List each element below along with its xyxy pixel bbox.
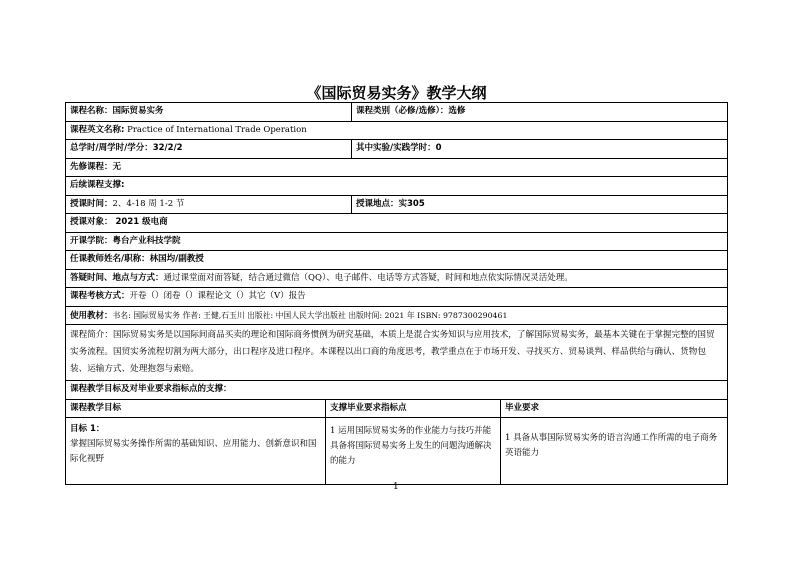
row-textbook bbox=[66, 306, 727, 325]
label: 总学时/周学时/学分： bbox=[70, 143, 153, 153]
label: 课程英文名称: bbox=[70, 124, 125, 135]
college: 粤台产业科技学院 bbox=[112, 235, 181, 246]
class-place: 实305 bbox=[398, 198, 425, 209]
row-prereq bbox=[66, 158, 727, 177]
label: 课程名称： bbox=[70, 106, 113, 116]
column-header: 支撑毕业要求指标点 bbox=[326, 400, 501, 418]
row-audience bbox=[66, 213, 727, 232]
goal-title: 目标 1： bbox=[70, 424, 105, 434]
row-assessment bbox=[66, 287, 727, 306]
column-header: 课程教学目标 bbox=[66, 400, 326, 418]
objectives-heading: 课程教学目标及对毕业要求指标点的支撑： bbox=[70, 384, 232, 394]
column-header: 毕业要求 bbox=[505, 402, 540, 413]
class-time: 2、4-18 周 1-2 节 bbox=[112, 198, 185, 209]
course-name: 国际贸易实务 bbox=[112, 106, 164, 116]
label: 开课学院： bbox=[70, 235, 113, 246]
objective-row bbox=[66, 417, 727, 484]
qa: 通过课堂面对面答疑，结合通过微信（QQ）、电子邮件、电话等方式答疑，时间和地点依实际情况灵活处理。 bbox=[163, 272, 573, 283]
objectives-header-row bbox=[66, 399, 727, 418]
row-time-place bbox=[66, 195, 727, 214]
assessment: 开卷（）闭卷（）课程论文（）其它（V）报告 bbox=[129, 291, 306, 301]
label: 授课时间： bbox=[70, 198, 113, 209]
textbook: 书名: 国际贸易实务 作者: 王健,石玉川 出版社: 中国人民大学出版社 出版时间: 2021 年 ISBN: 9787300290461 bbox=[112, 310, 508, 320]
label: 任课教师姓名/职称： bbox=[70, 254, 150, 264]
label: 使用教材： bbox=[70, 310, 113, 321]
lab-hours: 0 bbox=[435, 143, 442, 153]
syllabus-table bbox=[65, 102, 728, 485]
label: 先修课程： bbox=[70, 161, 113, 172]
hours: 32/2/2 bbox=[152, 143, 183, 153]
row-qa bbox=[66, 269, 727, 288]
goal-requirement: 1 具备从事国际贸易实务的语言沟通工作所需的电子商务英语能力 bbox=[505, 433, 718, 458]
teacher: 林国均/副教授 bbox=[149, 254, 204, 264]
label: 授课对象： bbox=[70, 217, 113, 227]
label: 其中实验/实践学时： bbox=[356, 143, 436, 153]
row-objectives-heading bbox=[66, 380, 727, 399]
row-teacher bbox=[66, 250, 727, 269]
course-intro: 课程简介：国际贸易实务是以国际间商品买卖的理论和国际商务惯例为研究基础，本质上是混合实务知识与应用技术，了解国际贸易实务，最基本关键在于掌握完整的国贸实务流程。国贸实务流程切割为两大部分，出口程序及进口程序。本课程以出口商的角度思考，教学重点在于市场开发、寻找买方、贸易谈判、样品供给与确认、货物包装、运输方式、处理抱怨与索赔。 bbox=[66, 324, 727, 380]
label: 授课地点： bbox=[356, 198, 399, 209]
row-course-name bbox=[66, 103, 727, 121]
document-title: 《国际贸易实务》教学大纲 bbox=[306, 84, 487, 102]
prereq: 无 bbox=[112, 161, 122, 172]
goal-point: 1 运用国际贸易实务的作业能力与技巧并能具备将国际贸易实务上发生的问题沟通解决的能力 bbox=[326, 418, 501, 484]
label: 课程考核方式： bbox=[70, 291, 130, 301]
label: 后续课程支撑: bbox=[70, 180, 125, 190]
audience: 2021 级电商 bbox=[115, 217, 168, 227]
course-type: 选修 bbox=[448, 106, 466, 116]
label: 答疑时间、地点与方式： bbox=[70, 272, 164, 283]
english-name: Practice of International Trade Operation bbox=[127, 124, 307, 135]
row-follow bbox=[66, 176, 727, 195]
goal-text: 掌握国际贸易实务操作所需的基础知识、应用能力、创新意识和国际化视野 bbox=[70, 439, 317, 464]
row-college bbox=[66, 232, 727, 251]
label: 课程类别（必修/选修）： bbox=[356, 106, 449, 116]
row-english-name bbox=[66, 121, 727, 140]
page-number: 1 bbox=[393, 482, 399, 492]
row-hours bbox=[66, 139, 727, 158]
